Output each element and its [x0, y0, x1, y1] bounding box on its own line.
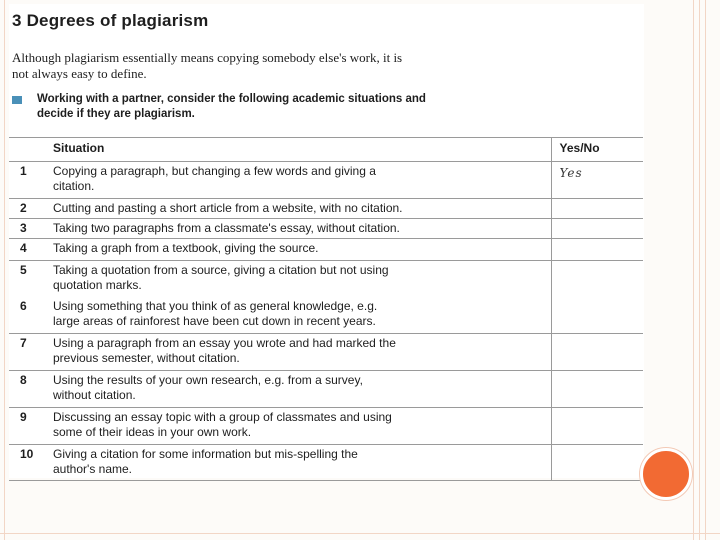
- intro-paragraph: [12, 50, 532, 82]
- row-number: 4: [9, 239, 47, 261]
- task-line: Working with a partner, consider the following academic situations and: [37, 93, 426, 105]
- frame-line: [699, 0, 700, 540]
- table-row: [9, 199, 643, 219]
- situation-line: Using something that you think of as general knowledge, e.g.: [53, 299, 378, 313]
- situation-line: some of their ideas in your own work.: [53, 425, 252, 439]
- row-situation: [47, 334, 551, 371]
- row-situation: [47, 199, 551, 219]
- situation-line: large areas of rainforest have been cut down in recent years.: [53, 314, 376, 328]
- situation-line: Using the results of your own research, e.g. from a survey,: [53, 373, 363, 387]
- situation-line: citation.: [53, 179, 95, 193]
- frame-line: [0, 533, 720, 534]
- situation-line: author's name.: [53, 462, 133, 476]
- row-number: 8: [9, 371, 47, 408]
- document-scan: [9, 4, 644, 478]
- situations-table: [9, 137, 643, 481]
- row-number: 1: [9, 162, 47, 199]
- row-situation: [47, 408, 551, 445]
- table-row: [9, 445, 643, 481]
- row-situation: [47, 239, 551, 261]
- frame-line: [705, 0, 706, 540]
- table-row: [9, 261, 643, 334]
- row-answer[interactable]: [551, 371, 643, 408]
- frame-line: [693, 0, 694, 540]
- row-number: [9, 261, 47, 334]
- answer-text: Yes: [559, 166, 583, 180]
- situation-line: Giving a citation for some information but mis-spelling the: [53, 447, 358, 461]
- row-number: 10: [9, 445, 47, 481]
- table-row: [9, 334, 643, 371]
- row-situation: [47, 445, 551, 481]
- header-number: [9, 138, 47, 162]
- row-number: 9: [9, 408, 47, 445]
- situation-line: Taking a graph from a textbook, giving the source.: [53, 241, 319, 255]
- intro-line: not always easy to define.: [12, 66, 147, 81]
- row-situation: [47, 219, 551, 239]
- intro-line: Although plagiarism essentially means copying somebody else's work, it is: [12, 50, 403, 65]
- situation-line: Taking a quotation from a source, giving a citation but not using: [53, 263, 389, 277]
- row-answer[interactable]: [551, 219, 643, 239]
- row-answer[interactable]: [551, 408, 643, 445]
- situation-line: quotation marks.: [53, 278, 142, 292]
- situation-line: Cutting and pasting a short article from a website, with no citation.: [53, 201, 403, 215]
- situation-line: previous semester, without citation.: [53, 351, 240, 365]
- frame-line: [4, 0, 5, 540]
- page-title: 3 Degrees of plagiarism: [12, 11, 209, 30]
- row-answer[interactable]: [551, 261, 643, 334]
- situation-line: Copying a paragraph, but changing a few words and giving a: [53, 164, 376, 178]
- row-number-text: 5: [20, 263, 27, 277]
- row-answer[interactable]: [551, 239, 643, 261]
- row-situation: [47, 162, 551, 199]
- row-number: 3: [9, 219, 47, 239]
- row-answer[interactable]: [551, 199, 643, 219]
- situation-line: without citation.: [53, 388, 136, 402]
- row-number: 2: [9, 199, 47, 219]
- decorative-circle: [640, 448, 692, 500]
- table-row: [9, 371, 643, 408]
- table-row: [9, 162, 643, 199]
- row-answer[interactable]: [551, 334, 643, 371]
- situation-line: Taking two paragraphs from a classmate's essay, without citation.: [53, 221, 400, 235]
- row-situation: [47, 261, 551, 334]
- task-bullet-icon: [12, 96, 22, 104]
- row-answer[interactable]: [551, 162, 643, 199]
- table-row: [9, 219, 643, 239]
- row-situation: [47, 371, 551, 408]
- header-yes-no: Yes/No: [551, 138, 643, 162]
- task-line: decide if they are plagiarism.: [37, 108, 195, 120]
- row-number-text: 6: [20, 299, 27, 313]
- row-number: 7: [9, 334, 47, 371]
- header-situation: Situation: [47, 138, 551, 162]
- table-header-row: [9, 138, 643, 162]
- situation-line: Discussing an essay topic with a group of classmates and using: [53, 410, 392, 424]
- task-instructions: [37, 92, 537, 122]
- row-answer[interactable]: [551, 445, 643, 481]
- situation-line: Using a paragraph from an essay you wrote and had marked the: [53, 336, 396, 350]
- table-row: [9, 239, 643, 261]
- table-row: [9, 408, 643, 445]
